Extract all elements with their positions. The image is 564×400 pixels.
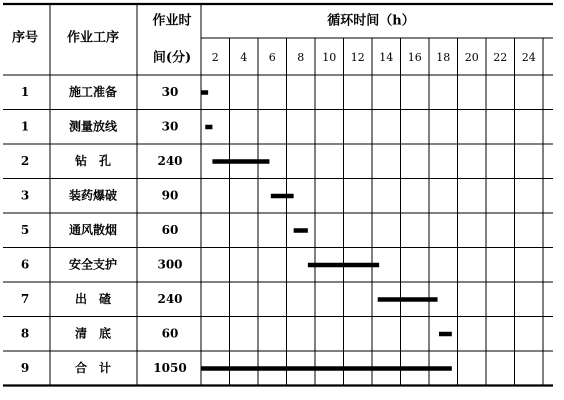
row-process: 装药爆破	[68, 188, 118, 203]
time-tick-label: 18	[436, 51, 451, 64]
gantt-bar	[201, 366, 452, 371]
header-cycle-time: 循环时间（h）	[327, 13, 415, 29]
row-process: 测量放线	[68, 119, 118, 134]
time-tick-label: 12	[350, 51, 365, 64]
header-seq: 序号	[11, 30, 39, 46]
row-seq: 9	[20, 360, 30, 375]
gantt-bars	[201, 90, 452, 371]
row-process: 清 底	[74, 326, 112, 341]
header-duration-line2: 间(分)	[152, 50, 192, 66]
row-process: 合 计	[74, 360, 112, 375]
gantt-bar	[294, 228, 308, 233]
row-seq: 3	[20, 188, 30, 203]
time-tick-label: 6	[268, 51, 276, 64]
row-duration: 60	[161, 326, 179, 341]
time-tick-label: 2	[211, 51, 219, 64]
gantt-bar	[205, 125, 212, 130]
row-duration: 30	[161, 84, 179, 99]
time-tick-label: 20	[464, 51, 479, 64]
header-duration-line1: 作业时	[152, 13, 192, 29]
row-process: 出 碴	[74, 291, 112, 306]
time-tick-label: 10	[322, 51, 337, 64]
gantt-bar	[201, 90, 208, 95]
row-duration: 30	[161, 119, 179, 134]
row-process: 通风散烟	[68, 222, 118, 237]
time-tick-label: 16	[407, 51, 422, 64]
header-process: 作业工序	[66, 30, 120, 46]
time-tick-label: 8	[297, 51, 305, 64]
row-duration: 1050	[153, 360, 187, 375]
time-tick-label: 24	[521, 51, 536, 64]
gantt-bar	[378, 297, 438, 302]
row-seq: 1	[20, 119, 30, 134]
row-seq: 1	[20, 84, 30, 99]
row-seq: 5	[20, 222, 30, 237]
row-process: 钻 孔	[74, 153, 112, 168]
time-tick-label: 14	[379, 51, 394, 64]
row-process: 施工准备	[68, 84, 118, 99]
row-duration: 300	[157, 257, 183, 272]
row-process: 安全支护	[68, 257, 118, 272]
time-tick-label: 4	[240, 51, 248, 64]
gantt-bar	[308, 263, 379, 268]
row-seq: 8	[20, 326, 30, 341]
row-duration: 60	[161, 222, 179, 237]
row-duration: 90	[161, 188, 179, 203]
gantt-bar	[212, 159, 269, 164]
gantt-bar	[271, 194, 294, 199]
gantt-bar	[439, 332, 452, 337]
row-seq: 7	[20, 291, 30, 306]
time-tick-label: 22	[493, 51, 508, 64]
row-seq: 2	[20, 153, 30, 168]
row-duration: 240	[157, 291, 183, 306]
row-seq: 6	[20, 257, 30, 272]
table-body	[21, 84, 187, 375]
row-duration: 240	[157, 153, 183, 168]
time-axis-ticks	[212, 51, 536, 64]
